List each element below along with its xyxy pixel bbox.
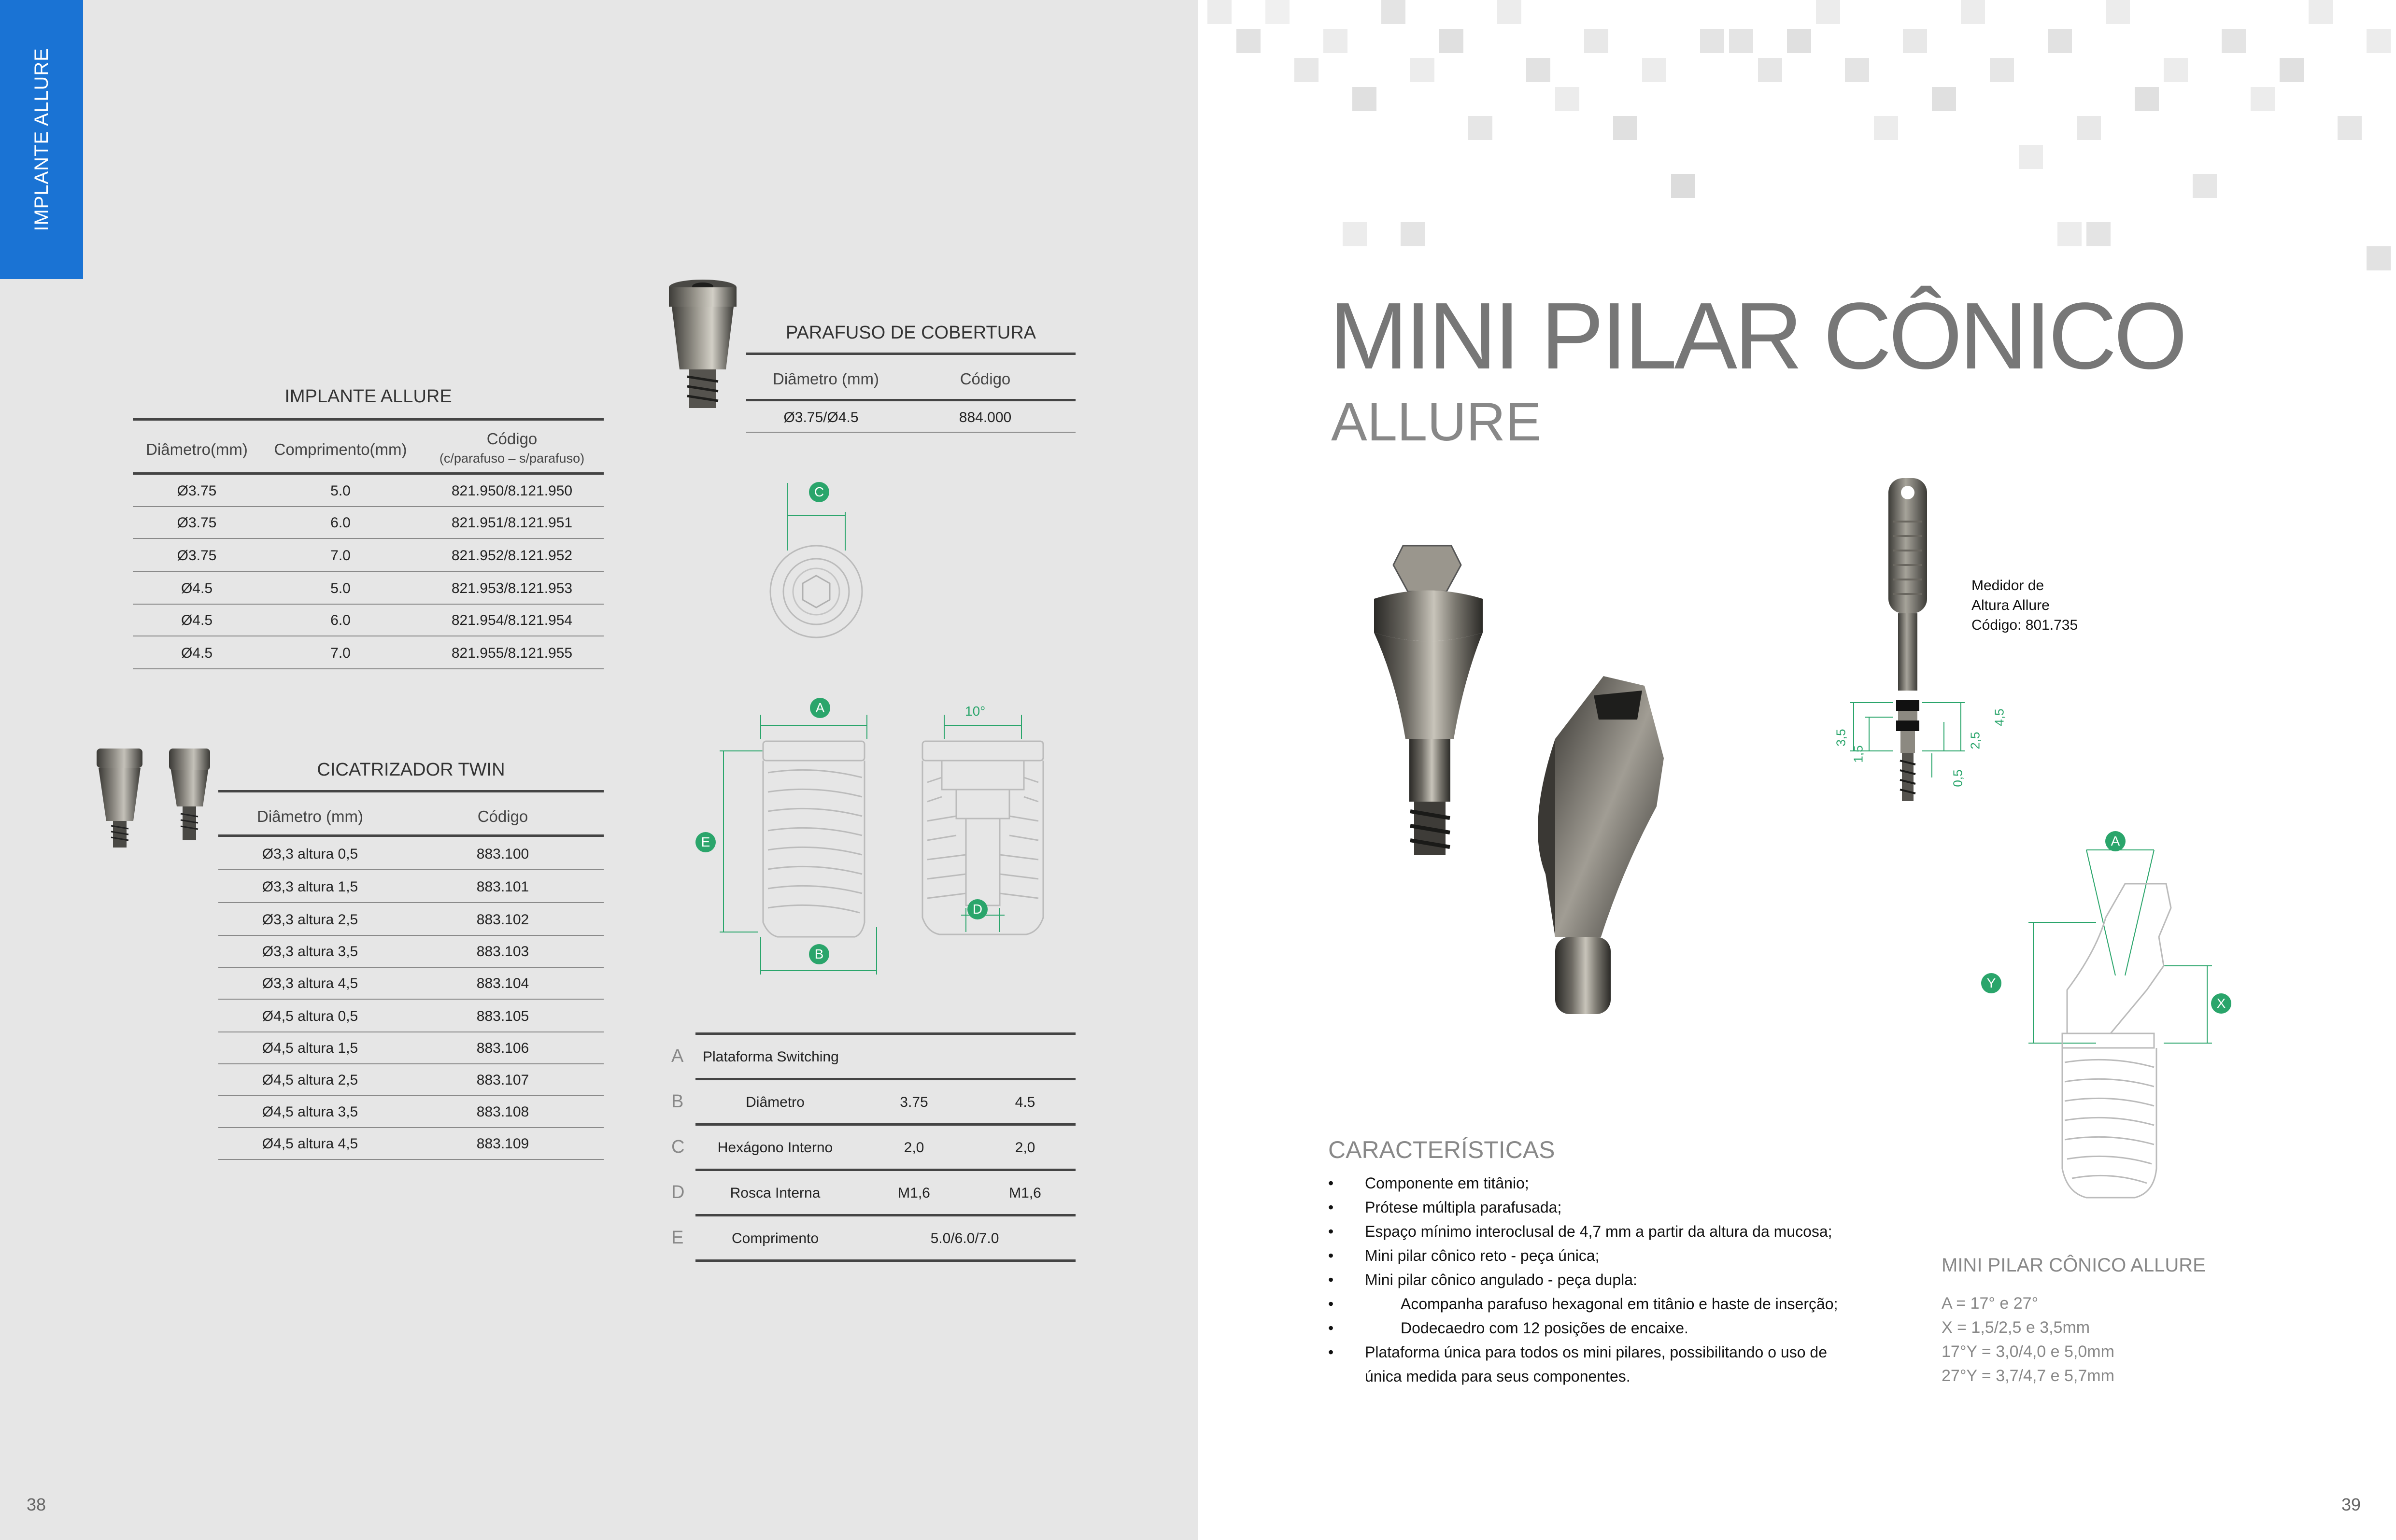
row-divider <box>218 1031 604 1032</box>
medidor-line: Código: 801.735 <box>1971 617 2078 633</box>
page-number-right: 39 <box>2341 1495 2361 1514</box>
table-cell: Ø4,5 altura 0,5 <box>262 1008 358 1024</box>
table-cell: 821.952/8.121.952 <box>451 548 573 564</box>
list-item: Acompanha parafuso hexagonal em titânio e haste de inserção; <box>1401 1295 1838 1313</box>
label-a-abutment: A <box>2105 831 2126 851</box>
bullet-dot: • <box>1328 1199 1334 1216</box>
table-cell: Ø3,3 altura 3,5 <box>262 944 358 960</box>
label-d: D <box>967 899 988 919</box>
page-title: MINI PILAR CÔNICO <box>1329 283 2185 389</box>
table-cell: 883.104 <box>476 975 529 991</box>
row-divider <box>218 1127 604 1128</box>
row-letter: B <box>671 1091 684 1112</box>
table-cell: Ø4.5 <box>181 612 213 628</box>
divider <box>695 1032 1076 1035</box>
table-cell: 821.951/8.121.951 <box>451 515 573 531</box>
row-divider <box>218 1095 604 1096</box>
divider <box>133 418 604 421</box>
table-cell: 883.108 <box>476 1104 529 1120</box>
gauge-dim: 4,5 <box>1992 708 2007 726</box>
row-divider <box>218 1159 604 1160</box>
characteristics-title: CARACTERÍSTICAS <box>1328 1136 1555 1163</box>
gauge-dim: 3,5 <box>1833 729 1848 747</box>
spec-value: 3.75 <box>900 1094 928 1110</box>
table-cell: 7.0 <box>330 548 351 564</box>
table-cell: Ø3.75 <box>177 515 217 531</box>
spec-value: 4.5 <box>1015 1094 1035 1110</box>
col-header: Código <box>486 430 538 448</box>
row-divider <box>133 538 604 539</box>
row-divider <box>218 902 604 903</box>
list-item: Dodecaedro com 12 posições de encaixe. <box>1401 1319 1688 1337</box>
page-number-left: 38 <box>27 1495 46 1514</box>
bullet-dot: • <box>1328 1174 1334 1192</box>
table-cell: Ø3,3 altura 0,5 <box>262 846 358 862</box>
section-tab <box>0 0 83 279</box>
row-divider <box>133 604 604 605</box>
spec-value: 2,0 <box>904 1140 924 1156</box>
section-tab-label: IMPLANTE ALLURE <box>30 48 52 231</box>
table-cell: Ø3,3 altura 1,5 <box>262 879 358 895</box>
list-item: Mini pilar cônico reto - peça única; <box>1365 1247 1600 1264</box>
divider <box>695 1078 1076 1080</box>
table-cell: 883.106 <box>476 1040 529 1056</box>
bullet-dot: • <box>1328 1343 1334 1361</box>
gauge-dim: 0,5 <box>1950 769 1965 787</box>
divider <box>695 1214 1076 1216</box>
bullet-dot: • <box>1328 1271 1334 1288</box>
table-cell: 884.000 <box>959 410 1012 425</box>
gauge-dim: 1,5 <box>1851 745 1866 763</box>
implant-side-view-drawing <box>695 695 893 985</box>
table-cell: 821.955/8.121.955 <box>451 645 573 661</box>
row-divider <box>133 571 604 572</box>
list-item: Componente em titânio; <box>1365 1174 1529 1192</box>
spec-value: 2,0 <box>1015 1140 1035 1156</box>
table-cell: 6.0 <box>330 612 351 628</box>
table-cell: Ø3,3 altura 2,5 <box>262 912 358 928</box>
label-e: E <box>695 832 716 852</box>
spec-label: Comprimento <box>731 1230 819 1246</box>
table-cell: Ø4.5 <box>181 645 213 661</box>
table-cell: 883.102 <box>476 912 529 928</box>
row-divider <box>218 967 604 968</box>
table-cell: 821.950/8.121.950 <box>451 483 573 499</box>
table-cell: 821.953/8.121.953 <box>451 580 573 596</box>
spec-line: X = 1,5/2,5 e 3,5mm <box>1942 1318 2090 1337</box>
list-item: Plataforma única para todos os mini pilares, possibilitando o uso de <box>1365 1343 1827 1361</box>
angle-label: 10° <box>965 704 986 719</box>
spec-value: 5.0/6.0/7.0 <box>930 1230 999 1246</box>
row-letter: E <box>671 1228 684 1248</box>
row-letter: D <box>671 1182 685 1202</box>
label-x: X <box>2211 993 2231 1014</box>
col-header: Diâmetro (mm) <box>257 807 363 825</box>
bullet-dot: • <box>1328 1247 1334 1264</box>
mini-pilar-photo <box>1323 536 1806 1077</box>
col-header: Diâmetro(mm) <box>146 440 248 458</box>
parafuso-image <box>664 278 741 418</box>
divider <box>695 1169 1076 1171</box>
bullet-dot: • <box>1328 1223 1334 1240</box>
table-cell: Ø3.75 <box>177 548 217 564</box>
table-cell: Ø4,5 altura 1,5 <box>262 1040 358 1056</box>
angled-abutment-drawing <box>1951 831 2251 1217</box>
list-item: Prótese múltipla parafusada; <box>1365 1199 1562 1216</box>
cicatrizador-image <box>92 744 232 884</box>
spec-line: 17°Y = 3,0/4,0 e 5,0mm <box>1942 1342 2114 1361</box>
row-letter: A <box>671 1046 684 1066</box>
table-cell: 883.107 <box>476 1072 529 1088</box>
table-cell: 5.0 <box>330 483 351 499</box>
table-cell: Ø4,5 altura 2,5 <box>262 1072 358 1088</box>
divider <box>695 1259 1076 1262</box>
medidor-caption <box>1971 576 2078 635</box>
table-cell: Ø3.75/Ø4.5 <box>783 410 859 425</box>
spec-label: Diâmetro <box>746 1094 805 1110</box>
col-header: Código <box>960 370 1011 388</box>
implante-title: IMPLANTE ALLURE <box>284 386 452 407</box>
table-cell: 883.103 <box>476 944 529 960</box>
col-header-sub: (c/parafuso – s/parafuso) <box>439 451 585 466</box>
spec-value: M1,6 <box>898 1185 930 1201</box>
row-letter: C <box>671 1137 685 1157</box>
gauge-dim: 2,5 <box>1968 732 1983 749</box>
table-cell: 883.101 <box>476 879 529 895</box>
divider <box>695 1123 1076 1126</box>
table-cell: Ø4.5 <box>181 580 213 596</box>
table-cell: 6.0 <box>330 515 351 531</box>
label-c: C <box>809 482 829 502</box>
list-item: Espaço mínimo interoclusal de 4,7 mm a partir da altura da mucosa; <box>1365 1223 1832 1240</box>
parafuso-title: PARAFUSO DE COBERTURA <box>785 323 1036 343</box>
divider <box>746 353 1076 355</box>
spec-label: Hexágono Interno <box>717 1140 833 1156</box>
spec-value: M1,6 <box>1009 1185 1041 1201</box>
spec-title: MINI PILAR CÔNICO ALLURE <box>1942 1255 2206 1276</box>
table-cell: 883.109 <box>476 1136 529 1152</box>
col-header: Diâmetro (mm) <box>773 370 879 388</box>
bullet-dot: • <box>1328 1319 1334 1337</box>
table-cell: 7.0 <box>330 645 351 661</box>
table-cell: Ø3,3 altura 4,5 <box>262 975 358 991</box>
divider <box>133 472 604 475</box>
list-item: única medida para seus componentes. <box>1365 1368 1630 1385</box>
implant-top-view-drawing <box>753 483 869 666</box>
medidor-line: Medidor de <box>1971 578 2044 593</box>
table-cell: Ø4,5 altura 4,5 <box>262 1136 358 1152</box>
table-cell: Ø4,5 altura 3,5 <box>262 1104 358 1120</box>
row-divider <box>218 999 604 1000</box>
table-cell: 5.0 <box>330 580 351 596</box>
list-item: Mini pilar cônico angulado - peça dupla: <box>1365 1271 1637 1288</box>
page-subtitle: ALLURE <box>1331 392 1542 452</box>
table-cell: 883.100 <box>476 846 529 862</box>
bullet-dot: • <box>1328 1295 1334 1313</box>
spec-line: A = 17° e 27° <box>1942 1294 2039 1313</box>
divider <box>218 790 604 792</box>
row-divider <box>218 869 604 870</box>
row-divider <box>133 506 604 507</box>
col-header: Código <box>477 807 528 825</box>
cicatrizador-title: CICATRIZADOR TWIN <box>317 760 505 780</box>
row-divider <box>218 1063 604 1064</box>
label-y: Y <box>1981 973 2001 993</box>
table-cell: 883.105 <box>476 1008 529 1024</box>
label-a: A <box>810 698 830 718</box>
medidor-line: Altura Allure <box>1971 597 2050 613</box>
col-header: Comprimento(mm) <box>274 440 407 458</box>
table-cell: 821.954/8.121.954 <box>451 612 573 628</box>
spec-line: 27°Y = 3,7/4,7 e 5,7mm <box>1942 1367 2114 1385</box>
row-divider <box>746 432 1076 433</box>
label-b: B <box>809 944 829 964</box>
divider <box>218 834 604 837</box>
row-divider <box>133 668 604 669</box>
table-cell: Ø3.75 <box>177 483 217 499</box>
spec-label: Rosca Interna <box>730 1185 821 1201</box>
height-gauge-drawing <box>1821 473 2004 860</box>
divider <box>746 399 1076 401</box>
spec-label: Plataforma Switching <box>703 1049 839 1065</box>
row-divider <box>218 935 604 936</box>
